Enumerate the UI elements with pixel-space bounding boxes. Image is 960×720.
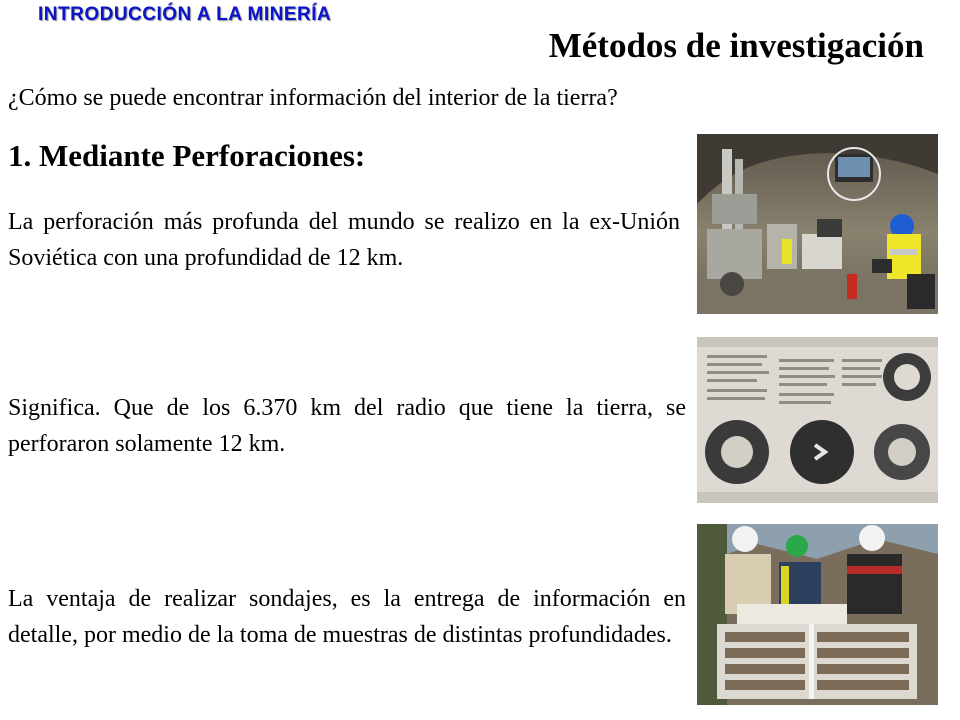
slide-title: Métodos de investigación [548, 26, 924, 65]
drilling-rig-photo [697, 134, 938, 314]
course-title: INTRODUCCIÓN A LA MINERÍA [38, 4, 332, 25]
paragraph-deepest-drilling: La perforación más profunda del mundo se realizo en la ex-Unión Soviética con una profundidad de 12 km. [8, 209, 680, 271]
core-samples-photo [697, 524, 938, 705]
question-text: ¿Cómo se puede encontrar información del interior de la tierra? [8, 85, 618, 111]
paragraph-drilling-advantage: La ventaja de realizar sondajes, es la entrega de información en detalle, por medio de la toma de muestras de distintas profundidades. [8, 586, 686, 648]
section-heading: 1. Mediante Perforaciones: [8, 138, 366, 173]
paragraph-earth-radius: Significa. Que de los 6.370 km del radio que tiene la tierra, se perforaron solamente 12 km. [8, 395, 686, 457]
drill-bits-photo [697, 337, 938, 503]
